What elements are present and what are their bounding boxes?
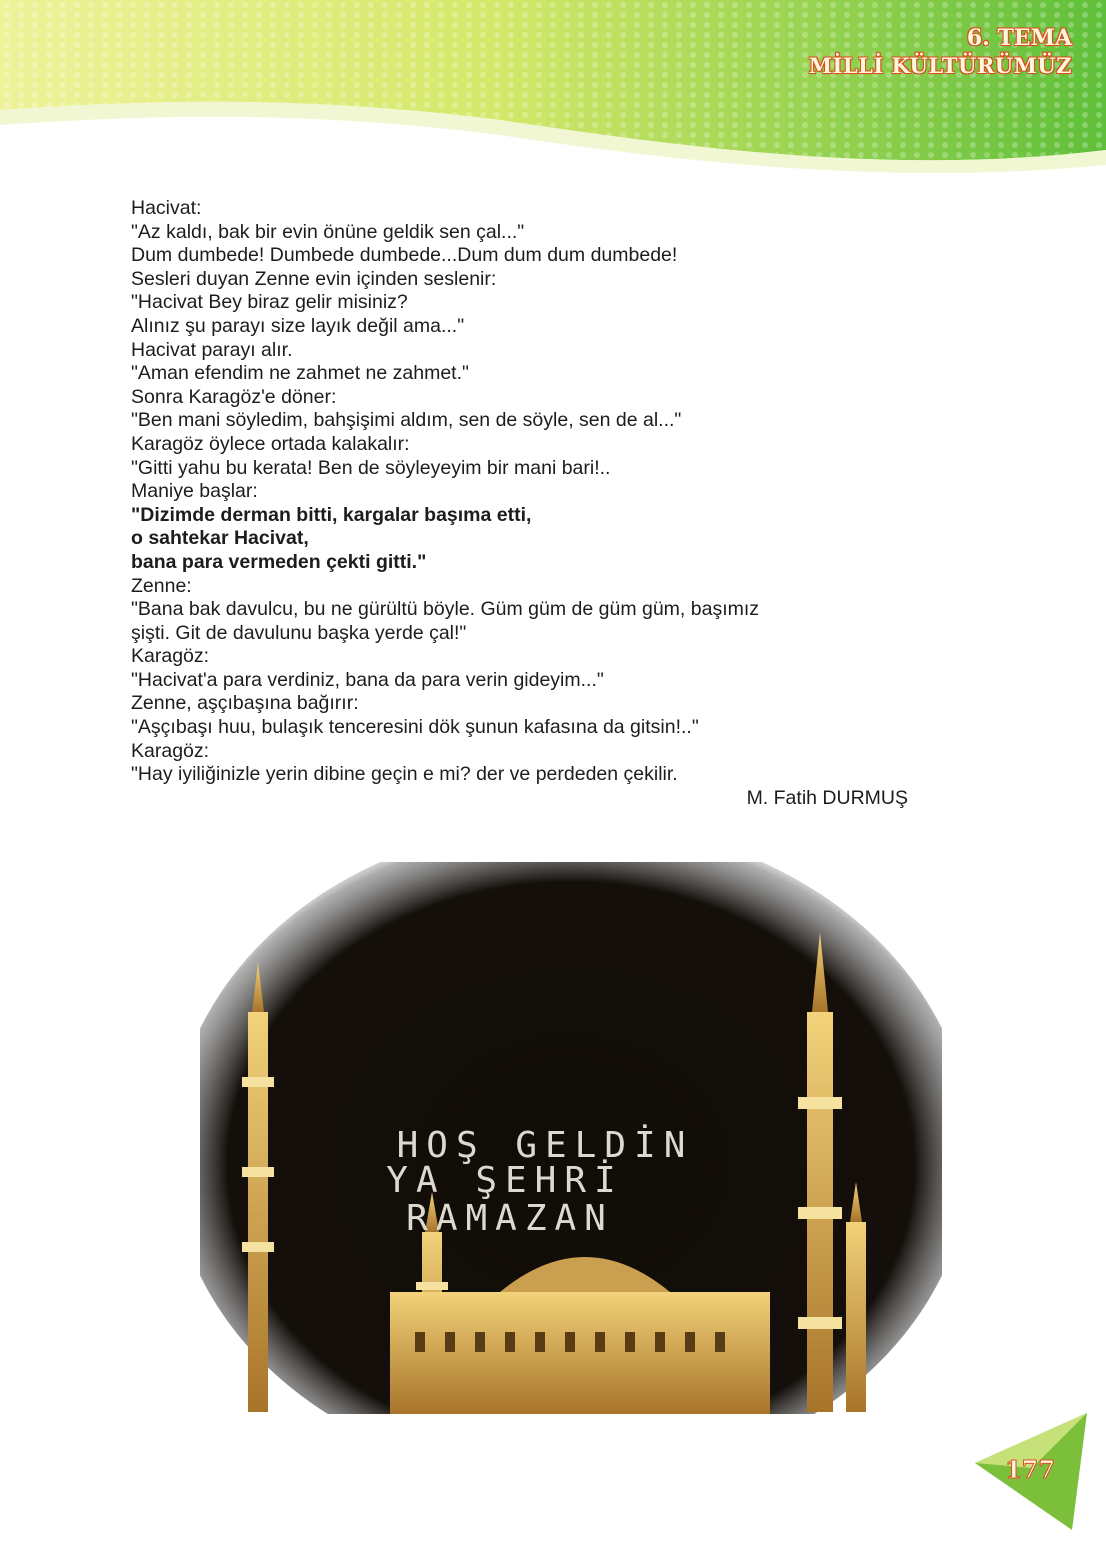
mahya-line-3: RAMAZAN	[406, 1198, 614, 1239]
dialogue-line: Dum dumbede! Dumbede dumbede...Dum dum dum dumbede!	[131, 244, 678, 267]
dialogue-line: Sesleri duyan Zenne evin içinden seslenir:	[131, 267, 497, 290]
dialogue-line: "Hacivat Bey biraz gelir misiniz?	[131, 291, 408, 314]
dialogue-line: Zenne:	[131, 574, 192, 597]
mahya-line-1: HOŞ GELDİN	[396, 1125, 694, 1166]
dialogue-line: Hacivat parayı alır.	[131, 338, 293, 361]
dialogue-line: "Aman efendim ne zahmet ne zahmet."	[131, 362, 469, 385]
dialogue-line: "Gitti yahu bu kerata! Ben de söyleyeyim bir mani bari!..	[131, 456, 611, 479]
mosque-photo	[200, 862, 942, 1414]
dialogue-line: bana para vermeden çekti gitti."	[131, 550, 427, 573]
dialogue-line: Alınız şu parayı size layık değil ama..."	[131, 314, 465, 337]
dialogue-line: Karagöz:	[131, 739, 210, 762]
dialogue-line: şişti. Git de davulunu başka yerde çal!"	[131, 621, 467, 644]
dialogue-line: o sahtekar Hacivat,	[131, 527, 309, 550]
dialogue-line: "Ben mani söyledim, bahşişimi aldım, sen de söyle, sen de al..."	[131, 409, 682, 432]
dialogue-line: Karagöz öylece ortada kalakalır:	[131, 432, 410, 455]
theme-heading	[809, 24, 1072, 80]
page-number: 177	[1004, 1455, 1056, 1484]
dialogue-line: "Hay iyiliğinizle yerin dibine geçin e mi? der ve perdeden çekilir.	[131, 763, 678, 786]
author-name: M. Fatih DURMUŞ	[746, 786, 908, 809]
theme-title: MİLLİ KÜLTÜRÜMÜZ	[808, 53, 1072, 78]
dialogue-line: Hacivat:	[131, 197, 202, 219]
dialogue-line: Zenne, aşçıbaşına bağırır:	[131, 692, 359, 715]
dialogue-text	[131, 197, 971, 810]
dialogue-line: "Bana bak davulcu, bu ne gürültü böyle. Güm güm de güm güm, başımız	[131, 598, 760, 621]
dialogue-line: "Az kaldı, bak bir evin önüne geldik sen çal..."	[131, 220, 525, 243]
dialogue-line: "Hacivat'a para verdiniz, bana da para verin gideyim..."	[131, 668, 604, 691]
dialogue-line: Karagöz:	[131, 645, 210, 668]
dialogue-line: Maniye başlar:	[131, 480, 258, 503]
page-number-badge	[972, 1408, 1092, 1533]
theme-number: 6. TEMA	[966, 25, 1072, 51]
dialogue-line: Sonra Karagöz'e döner:	[131, 385, 337, 408]
mahya-line-2: YA ŞEHRİ	[386, 1160, 624, 1201]
dialogue-line: "Aşçıbaşı huu, bulaşık tenceresini dök şunun kafasına da gitsin!.."	[131, 716, 699, 739]
dialogue-line: "Dizimde derman bitti, kargalar başıma etti,	[131, 503, 532, 526]
